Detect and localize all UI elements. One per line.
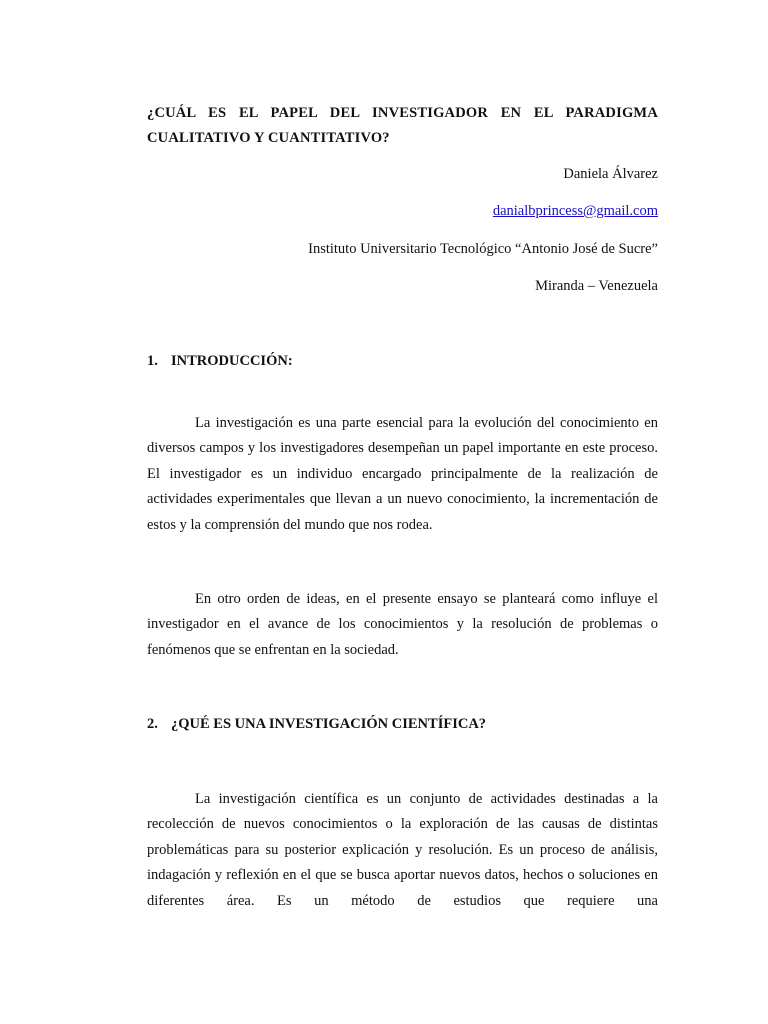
paragraph: La investigación es una parte esencial para la evolución del conocimiento en diversos campos y los investigadores desempeñan un papel importante en este proceso. El investigador es un individuo encargado principalmente de la realización de actividades experimentales que llevan a un nuevo conocimiento, la incrementación de estos y la comprensión del mundo que nos rodea. [147, 415, 658, 533]
section-title: INTRODUCCIÓN: [171, 353, 293, 369]
paragraph: La investigación científica es un conjunto de actividades destinadas a la recolección de nuevos conocimientos o la exploración de las causas de distintas problemáticas para su posterior explicación y resolución. Es un proceso de análisis, indagación y reflexión en el que se busca aportar nuevos datos, hechos o soluciones en diferentes área. Es un método de estudios que requiere una [147, 791, 658, 909]
section-heading-introduction [147, 351, 293, 371]
institution: Instituto Universitario Tecnológico “Antonio José de Sucre” [308, 241, 658, 257]
location: Miranda – Venezuela [535, 278, 658, 294]
author-email-link[interactable]: danialbprincess@gmail.com [492, 203, 658, 219]
section-title: ¿QUÉ ES UNA INVESTIGACIÓN CIENTÍFICA? [171, 716, 487, 732]
document-title: ¿CUÁL ES EL PAPEL DEL INVESTIGADOR EN EL PARADIGMA CUALITATIVO Y CUANTITATIVO? [147, 105, 658, 146]
paragraph: En otro orden de ideas, en el presente ensayo se planteará como influye el investigador en el avance de los conocimientos y la resolución de problemas o fenómenos que se enfrentan en la sociedad. [147, 591, 658, 658]
section-number: 1. [147, 353, 158, 369]
document-page [147, 0, 658, 1024]
author-email-line [493, 201, 658, 221]
section-heading-scientific-research [147, 714, 486, 734]
author-name: Daniela Álvarez [563, 166, 658, 182]
section-number: 2. [147, 716, 158, 732]
